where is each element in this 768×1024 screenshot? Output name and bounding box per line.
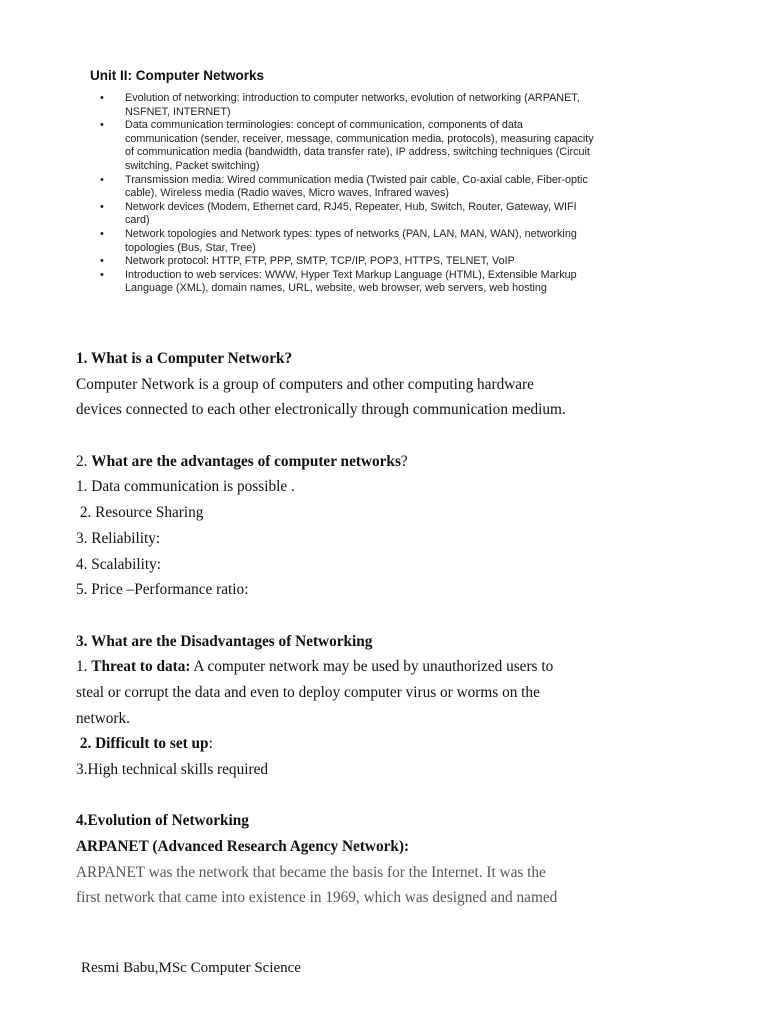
q1-text-line: devices connected to each other electronically through communication medium. — [76, 401, 566, 419]
q2-item: 1. Data communication is possible . — [76, 478, 295, 496]
page-footer: Resmi Babu,MSc Computer Science — [81, 960, 301, 976]
syllabus-item: • Data communication terminologies: concept of communication, components of data communication (sender, receiver, message, communication media, protocols), measuring capacity of communication media (bandwidth, data transfer rate), IP address, switching techniques (Circuit switching, Packet switching) — [125, 119, 662, 173]
q4-text-line: ARPANET was the network that became the basis for the Internet. It was the — [76, 863, 546, 881]
syllabus-box — [90, 68, 662, 296]
q2-heading: 2. What are the advantages of computer networks? — [76, 452, 408, 470]
q2-item: 4. Scalability: — [76, 555, 161, 573]
syllabus-item: • Network protocol: HTTP, FTP, PPP, SMTP, TCP/IP, POP3, HTTPS, TELNET, VoIP — [125, 255, 662, 269]
syllabus-item: • Network devices (Modem, Ethernet card, RJ45, Repeater, Hub, Switch, Router, Gateway, WIFI card) — [125, 201, 662, 228]
q4-heading: 4.Evolution of Networking — [76, 812, 249, 830]
syllabus-item: • Evolution of networking: introduction to computer networks, evolution of networking (ARPANET, NSFNET, INTERNET) — [125, 92, 662, 119]
q3-item: 1. Threat to data: A computer network may be used by unauthorized users to — [76, 658, 554, 676]
q2-item: 2. Resource Sharing — [76, 504, 204, 522]
syllabus-title: Unit II: Computer Networks — [90, 68, 265, 83]
spacer — [76, 423, 696, 449]
q4-subheading: ARPANET (Advanced Research Agency Network): — [76, 838, 410, 856]
q3-heading: 3. What are the Disadvantages of Networking — [76, 632, 373, 650]
syllabus-item: • Introduction to web services: WWW, Hyper Text Markup Language (HTML), Extensible Markup Language (XML), domain names, URL, website, web browser, web servers, web hosting — [125, 269, 662, 296]
spacer — [76, 783, 696, 809]
q3-item: 3.High technical skills required — [76, 761, 269, 778]
q1-text-line: Computer Network is a group of computers and other computing hardware — [76, 375, 534, 393]
syllabus-item: • Network topologies and Network types: types of networks (PAN, LAN, MAN, WAN), networking topologies (Bus, Star, Tree) — [125, 228, 662, 255]
q2-item: 5. Price –Performance ratio: — [76, 581, 249, 599]
q2-item: 3. Reliability: — [76, 529, 161, 547]
q3-item: 2. Difficult to set up: — [76, 735, 213, 753]
spacer — [76, 603, 696, 629]
q3-text-line: network. — [76, 709, 130, 727]
syllabus-item: • Transmission media: Wired communication media (Twisted pair cable, Co-axial cable, Fiber-optic cable), Wireless media (Radio waves, Micro waves, Infrared waves) — [125, 174, 662, 201]
syllabus-list — [90, 92, 662, 296]
q1-heading: 1. What is a Computer Network? — [76, 350, 293, 367]
q4-text-line: first network that came into existence in 1969, which was designed and named — [76, 889, 558, 907]
q3-text-line: steal or corrupt the data and even to deploy computer virus or worms on the — [76, 683, 540, 701]
document-body — [76, 346, 696, 911]
